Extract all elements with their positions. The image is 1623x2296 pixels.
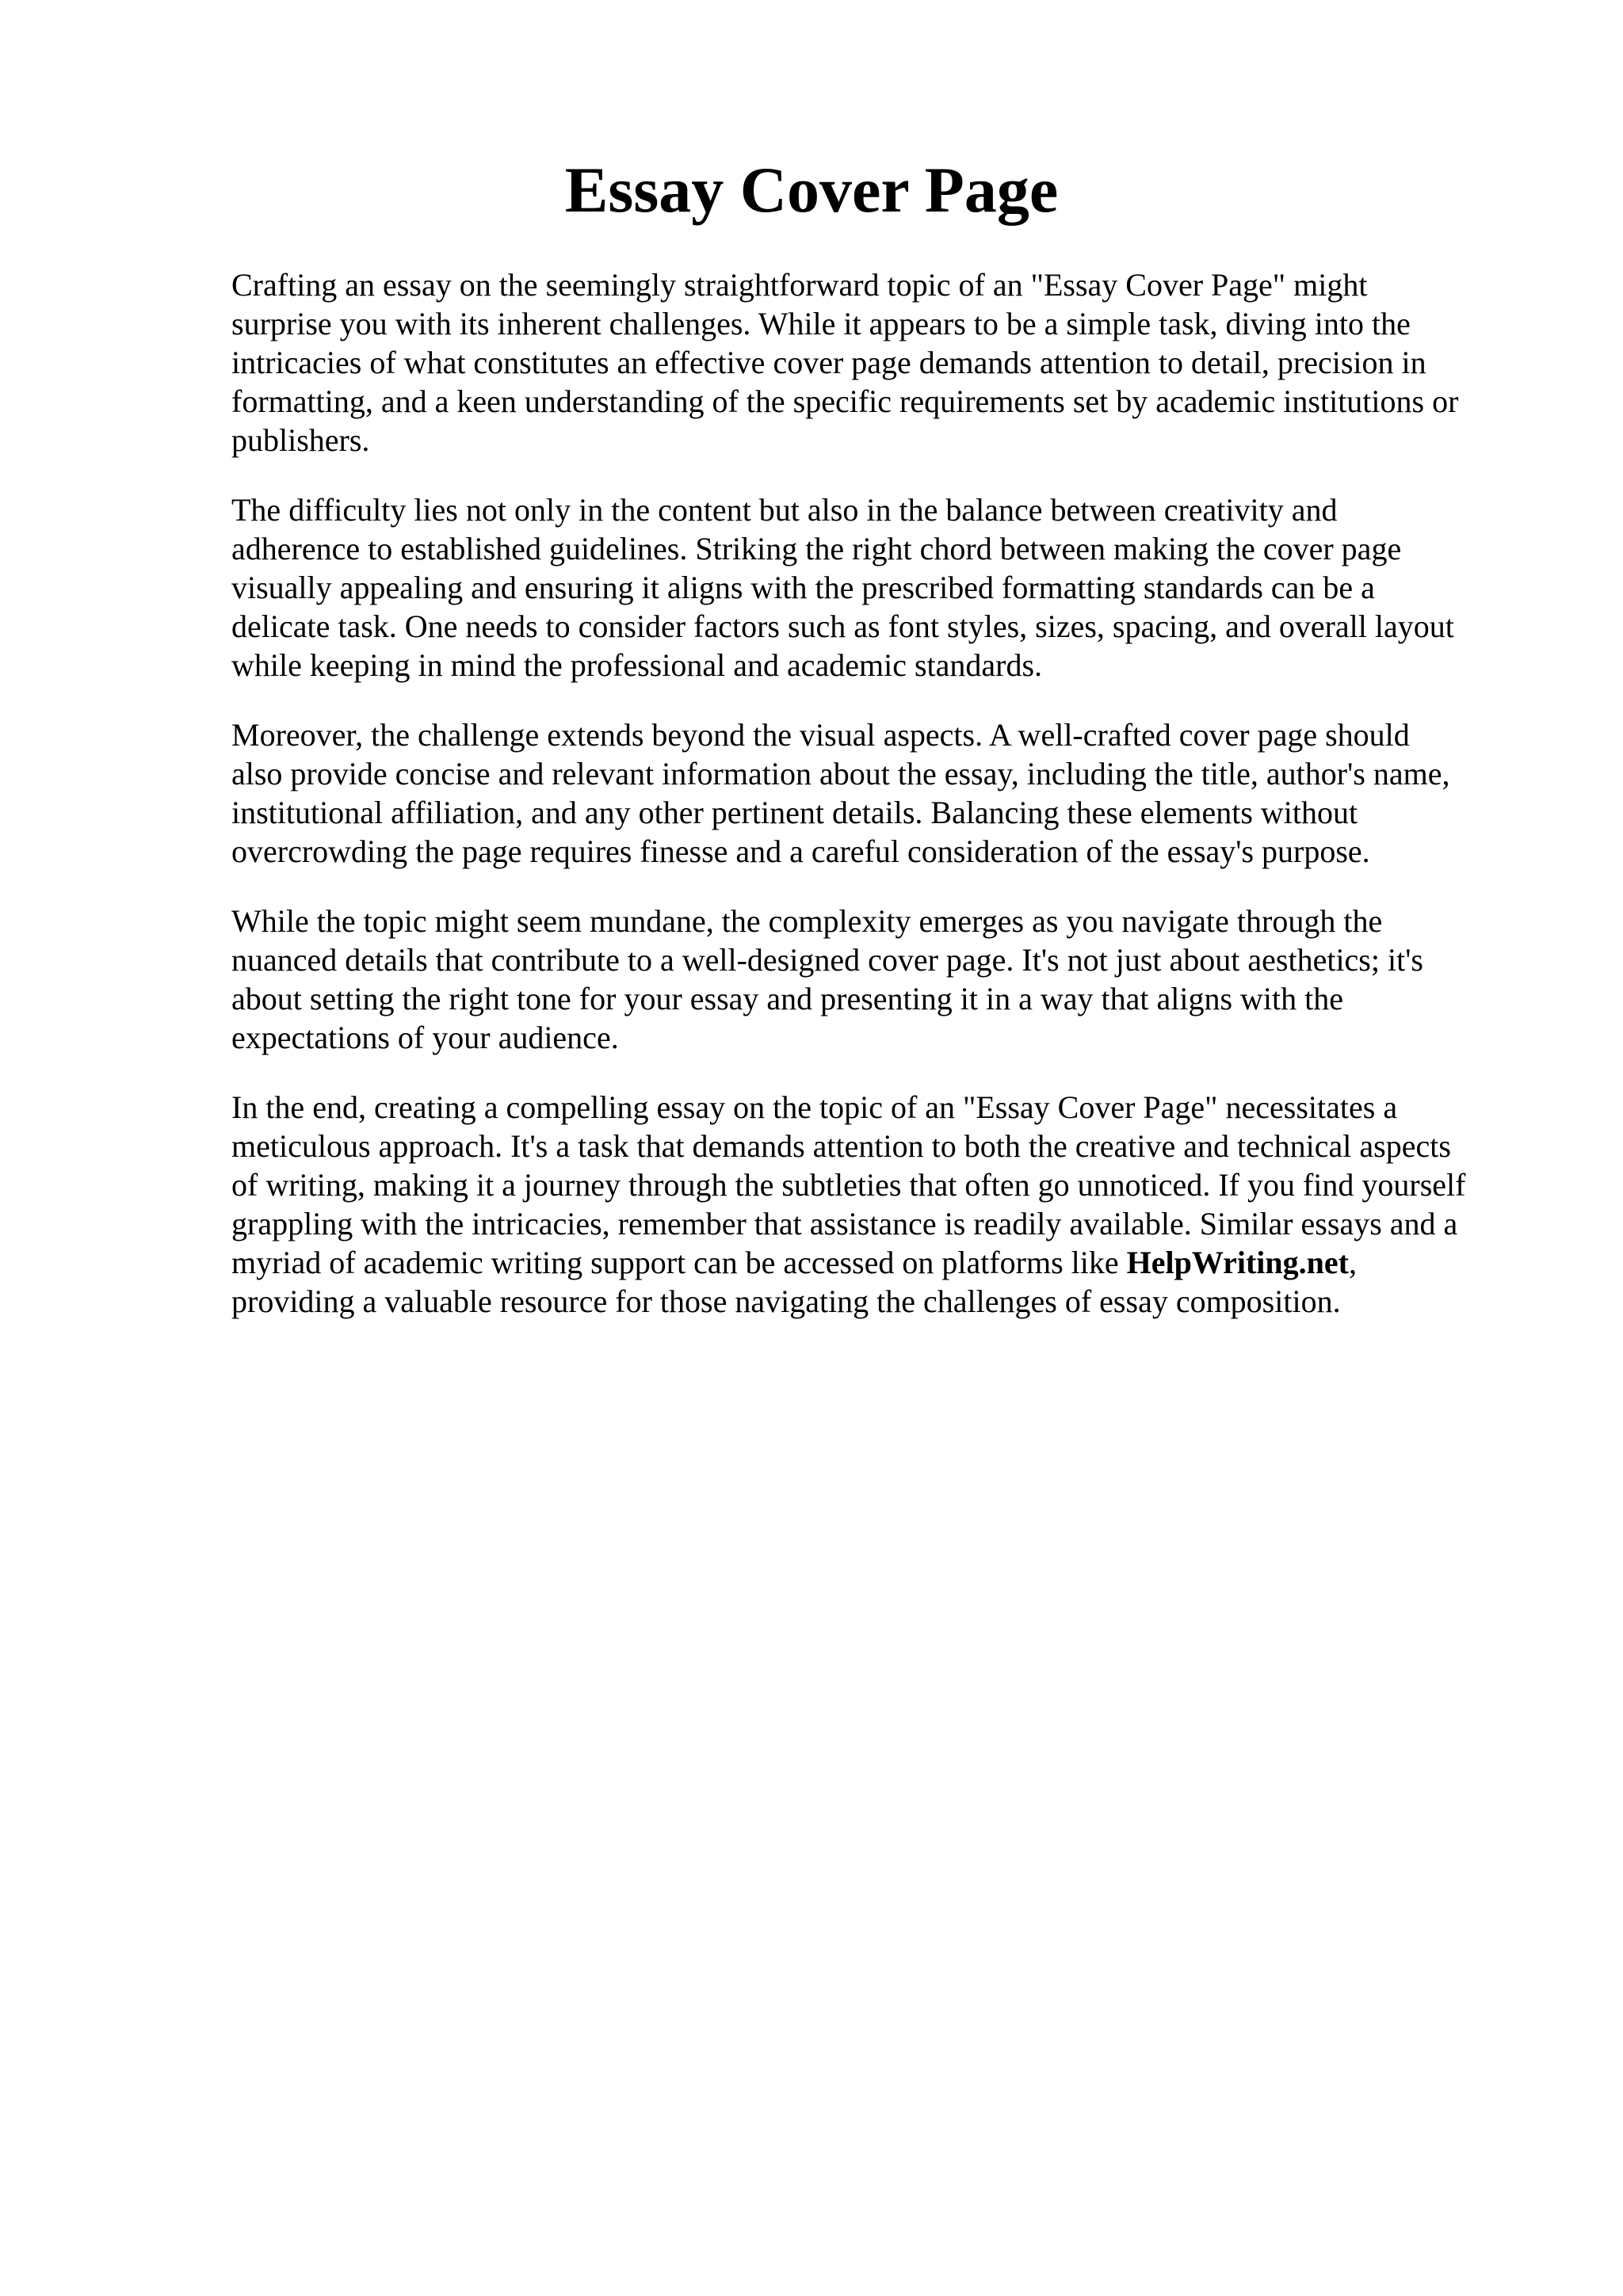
paragraph-4	[231, 902, 1531, 1057]
text-line: overcrowding the page requires finesse and a careful consideration of the essay's purpose.	[231, 833, 1370, 869]
text-line: adherence to established guidelines. Striking the right chord between making the cover page	[231, 531, 1402, 566]
text-line: delicate task. One needs to consider factors such as font styles, sizes, spacing, and overall layout	[231, 608, 1454, 644]
text-line: intricacies of what constitutes an effective cover page demands attention to detail, precision in	[231, 345, 1426, 380]
paragraph-1	[231, 265, 1531, 460]
closing-line-suffix: ,	[1348, 1245, 1357, 1280]
helpwriting-brand-link[interactable]: HelpWriting.net	[1126, 1245, 1349, 1280]
text-line: Crafting an essay on the seemingly straightforward topic of an "Essay Cover Page" might	[231, 267, 1368, 303]
text-line: While the topic might seem mundane, the complexity emerges as you navigate through the	[231, 903, 1383, 939]
text-line: also provide concise and relevant information about the essay, including the title, author's name,	[231, 756, 1450, 791]
text-line: The difficulty lies not only in the content but also in the balance between creativity and	[231, 492, 1338, 528]
text-line: nuanced details that contribute to a well-designed cover page. It's not just about aesthetics; it's	[231, 942, 1423, 978]
closing-line-prefix: myriad of academic writing support can be accessed on platforms like	[231, 1245, 1119, 1280]
text-line: publishers.	[231, 422, 370, 458]
text-line: expectations of your audience.	[231, 1020, 619, 1055]
text-line: visually appealing and ensuring it aligns with the prescribed formatting standards can be a	[231, 570, 1375, 605]
text-line: providing a valuable resource for those navigating the challenges of essay composition.	[231, 1283, 1341, 1319]
text-line: In the end, creating a compelling essay on the topic of an "Essay Cover Page" necessitates a	[231, 1089, 1398, 1125]
closing-line	[231, 1243, 1531, 1282]
text-line: about setting the right tone for your essay and presenting it in a way that aligns with the	[231, 981, 1344, 1016]
text-line: institutional affiliation, and any other pertinent details. Balancing these elements without	[231, 795, 1358, 830]
text-line: while keeping in mind the professional and academic standards.	[231, 647, 1043, 683]
text-line: formatting, and a keen understanding of the specific requirements set by academic institutions or	[231, 383, 1459, 419]
paragraph-3	[231, 715, 1531, 871]
text-line: surprise you with its inherent challenges. While it appears to be a simple task, diving into the	[231, 306, 1411, 341]
page-title: Essay Cover Page	[564, 154, 1059, 226]
text-line: Moreover, the challenge extends beyond the visual aspects. A well-crafted cover page should	[231, 717, 1410, 753]
essay-body	[231, 265, 1531, 1352]
text-line: of writing, making it a journey through the subtleties that often go unnoticed. If you find yourself	[231, 1167, 1466, 1203]
text-line: meticulous approach. It's a task that demands attention to both the creative and technical aspects	[231, 1128, 1451, 1164]
paragraph-5	[231, 1088, 1531, 1321]
text-line: grappling with the intricacies, remember that assistance is readily available. Similar essays and a	[231, 1206, 1458, 1241]
paragraph-2	[231, 490, 1531, 685]
